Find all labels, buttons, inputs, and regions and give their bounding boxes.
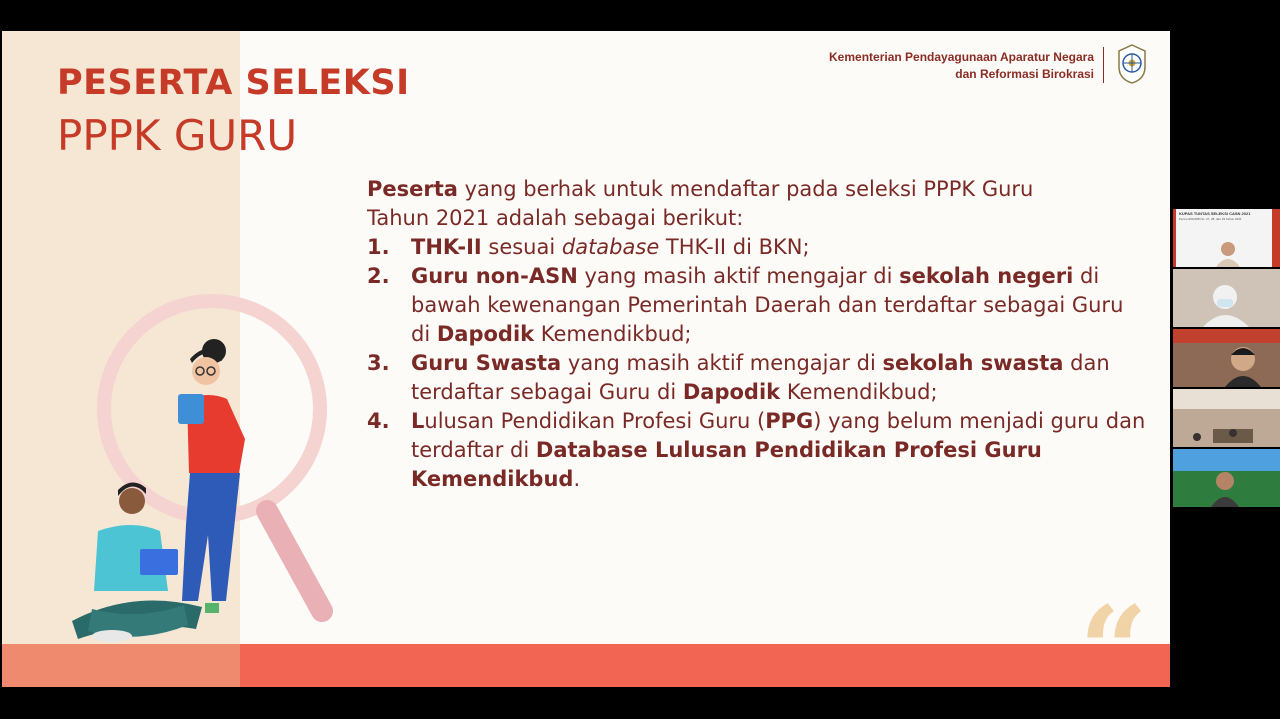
item-text: yang masih aktif mengajar di bbox=[561, 351, 883, 375]
participant-tile[interactable] bbox=[1173, 329, 1280, 387]
participant-tile[interactable] bbox=[1173, 389, 1280, 447]
item-bold: THK-II bbox=[411, 235, 482, 259]
tile-accent bbox=[1173, 209, 1176, 267]
ministry-name bbox=[829, 49, 1094, 83]
intro-text-2: Tahun 2021 adalah sebagai berikut: bbox=[367, 206, 744, 230]
item-bold: Guru Swasta bbox=[411, 351, 562, 375]
participant-tile[interactable] bbox=[1173, 209, 1280, 267]
slide-title: PESERTA SELEKSI bbox=[57, 63, 410, 103]
participant-sidebar bbox=[1173, 209, 1280, 509]
quote-mark-icon: “ bbox=[1078, 580, 1148, 687]
item-italic: database bbox=[561, 235, 660, 259]
intro-bold: Peserta bbox=[367, 177, 458, 201]
item-bold: PPG bbox=[765, 409, 814, 433]
list-number: 1. bbox=[367, 235, 390, 259]
participant-video bbox=[1173, 449, 1280, 507]
ministry-logo-icon bbox=[1116, 43, 1148, 85]
item-text: Kemendikbud; bbox=[534, 322, 692, 346]
item-bold: L bbox=[411, 409, 425, 433]
participant-avatar bbox=[1213, 239, 1243, 267]
item-text: Kemendikbud; bbox=[780, 380, 938, 404]
intro-text-1: yang berhak untuk mendaftar pada seleksi PPPK Guru bbox=[457, 177, 1034, 201]
participant-tile[interactable] bbox=[1173, 269, 1280, 327]
item-bold: Guru non-ASN bbox=[411, 264, 578, 288]
ministry-line-1: Kementerian Pendayagunaan Aparatur Negara bbox=[829, 50, 1094, 64]
list-item bbox=[367, 262, 1147, 349]
header-divider bbox=[1103, 47, 1104, 83]
participant-video bbox=[1173, 389, 1280, 447]
tile-accent bbox=[1272, 209, 1280, 267]
item-bold: Dapodik bbox=[682, 380, 781, 404]
item-bold: sekolah negeri bbox=[899, 264, 1074, 288]
item-text: sesuai bbox=[481, 235, 562, 259]
list-number: 3. bbox=[367, 351, 390, 375]
intro-paragraph bbox=[367, 175, 1147, 233]
presentation-slide bbox=[2, 31, 1170, 687]
item-text: THK-II di BKN; bbox=[659, 235, 810, 259]
list-item bbox=[367, 349, 1147, 407]
ministry-line-2: dan Reformasi Birokrasi bbox=[955, 67, 1094, 81]
item-bold: Dapodik bbox=[436, 322, 535, 346]
mini-slide-title: KUPAS TUNTAS SELEKSI CASN 2021 bbox=[1179, 211, 1251, 216]
list-item bbox=[367, 233, 1147, 262]
slide-subtitle: PPPK GURU bbox=[57, 111, 298, 160]
participant-video bbox=[1173, 269, 1280, 327]
item-text: yang masih aktif mengajar di bbox=[577, 264, 900, 288]
item-text: ) yang belum menjadi guru dan terdaftar di bbox=[411, 409, 1146, 462]
eligibility-list bbox=[367, 233, 1147, 494]
item-text: ulusan Pendidikan Profesi Guru ( bbox=[424, 409, 766, 433]
item-text: . bbox=[573, 467, 581, 491]
item-bold: Database Lulusan Pendidikan Profesi Guru Kemendikbud bbox=[411, 438, 1042, 491]
item-text: di bawah kewenangan Pemerintah Daerah dan terdaftar sebagai Guru di bbox=[411, 264, 1124, 346]
participant-video bbox=[1173, 329, 1280, 387]
list-item bbox=[367, 407, 1147, 494]
eligibility-content bbox=[367, 175, 1147, 494]
mini-slide-subtitle: PermenPANRB No. 27, 28, dan 29 Tahun 2021 bbox=[1179, 217, 1242, 221]
list-number: 4. bbox=[367, 409, 390, 433]
participant-tile[interactable] bbox=[1173, 449, 1280, 507]
list-number: 2. bbox=[367, 264, 390, 288]
item-bold: sekolah swasta bbox=[882, 351, 1064, 375]
item-text: dan terdaftar sebagai Guru di bbox=[411, 351, 1110, 404]
